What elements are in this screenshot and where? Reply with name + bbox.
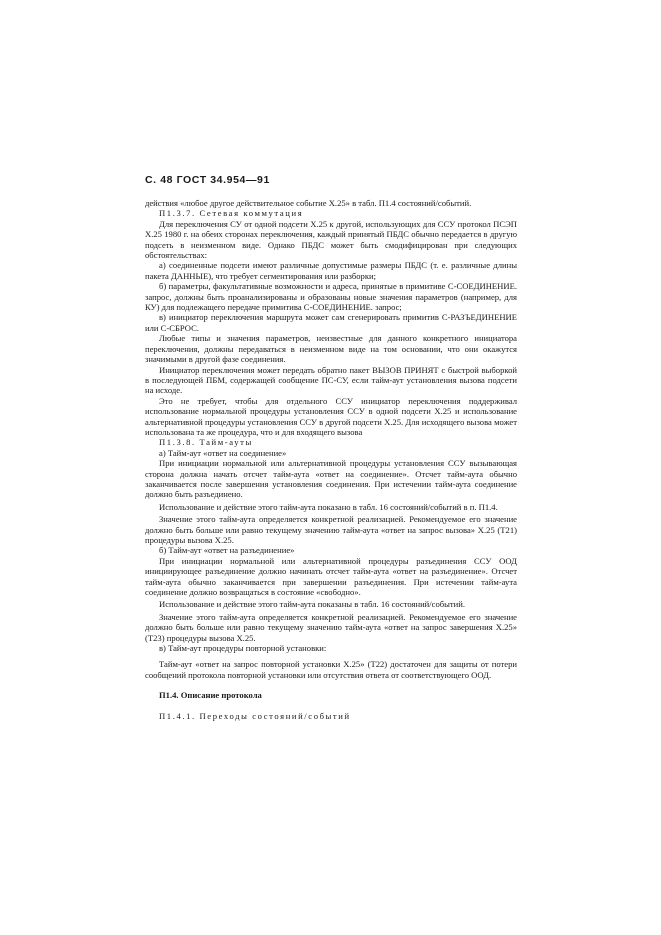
subsection-heading: в) Тайм-аут процедуры повторной установки: [159,643,327,654]
section-heading: П1.4.1. Переходы состояний/событий [159,710,351,721]
list-item: б) параметры, факультативные возможности и адреса, принятые в примитиве С-СОЕДИНЕНИЕ. запрос, должны быть проанализированы и образованы новые значения параметров (например, для КУ) для подлежащего передаче примитива С-СОЕДИНЕНИЕ. запрос; [145,281,517,313]
subsection-heading: а) Тайм-аут «ответ на соединение» [159,447,287,458]
section-heading: П1.3.8. Тайм-ауты [159,437,253,448]
list-item: а) соединенные подсети имеют различные допустимые размеры ПБДС (т. е. различные длины пакета ДАННЫЕ), что требует сегментирования или разборки; [145,260,517,281]
paragraph: При инициации нормальной или альтернативной процедуры разъединения ССУ ООД инициирующее разъединение должно начинать отсчет тайм-аута «ответ на разъединение». Отсчет тайм-аута обычно заканчивается при завершении разъединения. При истечении тайм-аута соединение должно возвращаться в состояние «свободно». [145,555,517,598]
list-item: в) инициатор переключения маршрута может сам сгенерировать примитив С-РАЗЪЕДИНЕНИЕ или С-СБРОС. [145,312,517,333]
paragraph: Тайм-аут «ответ на запрос повторной установки Х.25» (Т22) достаточен для защиты от потери сообщений протокола повторной установки или отсутствия ответа от соответствующего ООД. [145,659,517,680]
paragraph: Инициатор переключения может передать обратно пакет ВЫЗОВ ПРИНЯТ с быстрой выборкой в последующей ПБМ, содержащей сообщение ПС-СУ, если тайм-аут установления вызова подсети на исходе. [145,364,517,396]
section-heading: П1.4. Описание протокола [159,690,262,701]
paragraph: действия «любое другое действительное событие Х.25» в табл. П1.4 состояний/событий. [145,198,472,208]
section-heading: П1.3.7. Сетевая коммутация [159,208,304,219]
paragraph: Для переключения СУ от одной подсети Х.25 к другой, использующих для ССУ протокол ПСЭП Х.25 1980 г. на обеих сторонах переключения, каждый принятый ПБДС обычно передается в другую подсеть в неизменном виде. Однако ПБДС может быть смодифицирован при следующих обстоятельствах: [145,218,517,261]
subsection-heading: б) Тайм-аут «ответ на разъединение» [159,545,295,556]
paragraph: Использование и действие этого тайм-аута показано в табл. 16 состояний/событий в п. П1.4. [159,501,498,512]
paragraph: Значение этого тайм-аута определяется конкретной реализацией. Рекомендуемое его значение должно быть больше или равно текущему значению тайм-аута «ответ на запрос вызова» Х.25 (Т21) процедуры вызова Х.25. [145,514,517,545]
document-body [145,198,517,721]
paragraph: Это не требует, чтобы для отдельного ССУ инициатор переключения поддерживал использование нормальной процедуры установления ССУ в одной подсети Х.25 и использование альтернативной процедуры установления ССУ в другой подсети Х.25. Для исходящего вызова может использована та же процедура, что и для входящего вызова [145,395,517,437]
paragraph: Любые типы и значения параметров, неизвестные для данного конкретного инициатора переключения, должны передаваться в неизменном виде на том основании, что они окажутся значимыми в другой фазе соединения. [145,333,517,365]
paragraph: При инициации нормальной или альтернативной процедуры установления ССУ вызывающая сторона должна начать отсчет тайм-аута «ответ на соединение». Отсчет тайм-аута обычно заканчивается после завершения установления соединения. При истечении тайм-аута соединение должно быть разъединено. [145,458,517,500]
paragraph: Значение этого тайм-аута определяется конкретной реализацией. Рекомендуемое его значение должно быть больше или равно текущему значению тайм-аута «ответ на запрос завершения Х.25» (Т23) процедуры вызова Х.25. [145,611,517,643]
paragraph: Использование и действие этого тайм-аута показаны в табл. 16 состояний/событий. [159,599,466,610]
page-header: С. 48 ГОСТ 34.954—91 [145,174,270,186]
